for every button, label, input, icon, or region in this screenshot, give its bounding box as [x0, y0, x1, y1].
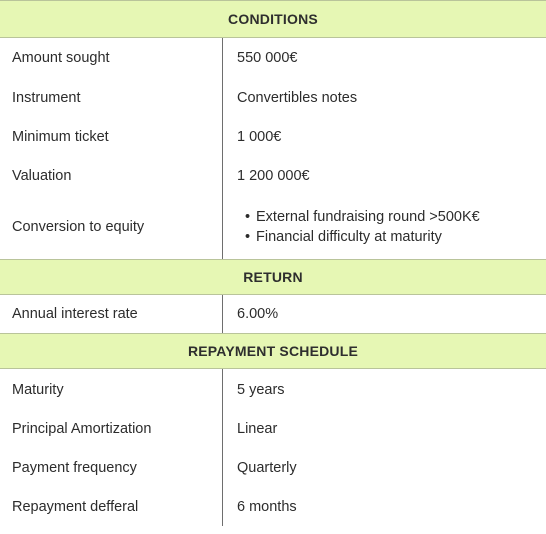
row-value [222, 195, 546, 259]
row-label: Principal Amortization [12, 421, 152, 437]
row-label: Annual interest rate [12, 306, 138, 322]
table-row-principal-amortization [0, 410, 546, 448]
table-row-repayment-deferral [0, 487, 546, 526]
conversion-conditions-list [245, 207, 480, 247]
row-value: 1 000€ [222, 117, 546, 156]
row-value: 6.00% [222, 295, 546, 333]
row-value: Convertibles notes [222, 78, 546, 117]
list-item: • Financial difficulty at maturity [245, 227, 480, 247]
row-label: Valuation [12, 167, 72, 184]
table-row-annual-interest-rate [0, 295, 546, 333]
row-label: Amount sought [12, 50, 110, 66]
section-header-conditions [0, 0, 546, 38]
table-row-minimum-ticket [0, 117, 546, 156]
row-label: Instrument [12, 89, 81, 106]
section-header-repayment-schedule [0, 333, 546, 369]
row-value: Quarterly [222, 448, 546, 487]
list-item: • External fundraising round >500K€ [245, 207, 480, 227]
row-value: 6 months [222, 487, 546, 526]
table-row-maturity [0, 369, 546, 410]
row-label: Payment frequency [12, 459, 137, 476]
row-label: Repayment defferal [12, 498, 139, 515]
section-header-return [0, 259, 546, 295]
row-value: 550 000€ [222, 38, 546, 78]
table-row-valuation [0, 156, 546, 195]
section-title-conditions: CONDITIONS [228, 11, 318, 27]
row-label: Minimum ticket [12, 128, 109, 145]
section-title-repayment-schedule: REPAYMENT SCHEDULE [187, 343, 359, 359]
row-value: 1 200 000€ [222, 156, 546, 195]
section-title-return: RETURN [243, 269, 303, 285]
table-row-instrument [0, 78, 546, 117]
table-row-amount-sought [0, 38, 546, 78]
row-value: Linear [222, 410, 546, 448]
row-label: Conversion to equity [12, 219, 145, 235]
table-row-conversion-to-equity [0, 195, 546, 259]
row-label: Maturity [12, 381, 64, 398]
table-row-payment-frequency [0, 448, 546, 487]
row-value: 5 years [222, 369, 546, 410]
